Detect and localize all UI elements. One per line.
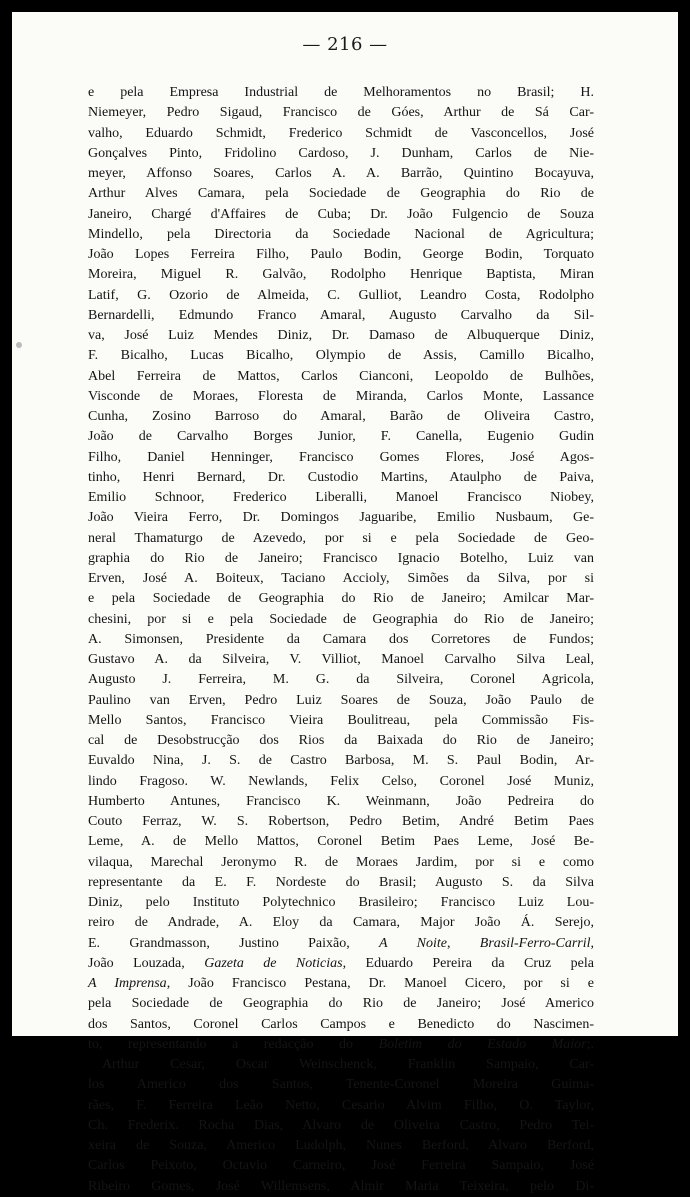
text-line: Carlos Peixoto, Octavio Carneiro, José Ferreira Sampaio, José [88, 1158, 594, 1174]
text-line: João de Carvalho Borges Junior, F. Canella, Eugenio Gudin [88, 429, 594, 445]
text-line: Mello Santos, Francisco Vieira Boulitreau, pela Commissão Fis- [88, 712, 594, 728]
text-line: chesini, por si e pela Sociedade de Geographia do Rio de Janeiro; [88, 611, 594, 627]
text-line: João Vieira Ferro, Dr. Domingos Jaguaribe, Emilio Nusbaum, Ge- [88, 510, 594, 526]
text-line: F. Bicalho, Lucas Bicalho, Olympio de Assis, Camillo Bicalho, [88, 348, 594, 364]
text-line: Gustavo A. da Silveira, V. Villiot, Manoel Carvalho Silva Leal, [88, 652, 594, 667]
text-line: Ch. Frederix. Rocha Dias, Alvaro de Oliveira Castro, Pedro Tei- [88, 1117, 594, 1133]
text-line: Latif, G. Ozorio de Almeida, C. Gulliot, Leandro Costa, Rodolpho [88, 287, 594, 303]
text-line: e pela Empresa Industrial de Melhoramentos no Brasil; H. [88, 85, 594, 100]
text-line: lindo Fragoso. W. Newlands, Felix Celso, Coronel José Muniz, [88, 773, 594, 789]
text-line: João Lopes Ferreira Filho, Paulo Bodin, George Bodin, Torquato [88, 247, 594, 262]
text-line: graphia do Rio de Janeiro; Francisco Ignacio Botelho, Luiz van [88, 550, 594, 566]
text-line: reiro de Andrade, A. Eloy da Camara, Major João Á. Serejo, [88, 915, 594, 931]
text-line: Erven, José A. Boiteux, Taciano Accioly, Simões da Silva, por si [88, 571, 594, 586]
text-line: xeira de Souza, Americo Ludolph, Nunes Berford, Alvaro Berford, [88, 1138, 594, 1153]
text-line: Augusto J. Ferreira, M. G. da Silveira, Coronel Agricola, [88, 672, 594, 688]
text-line: Cunha, Zosino Barroso do Amaral, Barão de Oliveira Castro, [88, 409, 594, 424]
text-line: vilaqua, Marechal Jeronymo R. de Moraes Jardim, por si e como [88, 854, 594, 870]
text-line: Paulino van Erven, Pedro Luiz Soares de Souza, João Paulo de [88, 692, 594, 708]
text-line: Filho, Daniel Henninger, Francisco Gomes Flores, José Agos- [88, 449, 594, 465]
text-line: A. Simonsen, Presidente da Camara dos Corretores de Fundos; [88, 631, 594, 647]
text-line: tinho, Henri Bernard, Dr. Custodio Martins, Ataulpho de Paiva, [88, 469, 594, 485]
text-line: dos Santos, Coronel Carlos Campos e Benedicto do Nascimen- [88, 1016, 594, 1032]
text-line: Visconde de Moraes, Floresta de Miranda, Carlos Monte, Lassance [88, 388, 594, 404]
text-line: Diniz, pelo Instituto Polytechnico Brasileiro; Francisco Luiz Lou- [88, 895, 594, 910]
text-line: Janeiro, Chargé d'Affaires de Cuba; Dr. João Fulgencio de Souza [88, 206, 594, 222]
text-line: Moreira, Miguel R. Galvão, Rodolpho Henrique Baptista, Miran [88, 267, 594, 283]
margin-mark [16, 342, 22, 348]
text-line: Mindello, pela Directoria da Sociedade Nacional de Agricultura; [88, 226, 594, 242]
text-line: Emilio Schnoor, Frederico Liberalli, Manoel Francisco Niobey, [88, 490, 594, 505]
text-line: Gonçalves Pinto, Fridolino Cardoso, J. Dunham, Carlos de Nie- [88, 145, 594, 161]
text-line: Arthur Alves Camara, pela Sociedade de Geographia do Rio de [88, 186, 594, 202]
text-line: va, José Luiz Mendes Diniz, Dr. Damaso de Albuquerque Diniz, [88, 328, 594, 343]
text-line: Couto Ferraz, W. S. Robertson, Pedro Betim, André Betim Paes [88, 814, 594, 829]
text-line: Humberto Antunes, Francisco K. Weinmann, João Pedreira do [88, 793, 594, 809]
text-line: E. Grandmasson, Justino Paixão, A Noite, Brasil-Ferro-Carril, [88, 935, 594, 951]
text-line: Abel Ferreira de Mattos, Carlos Cianconi, Leopoldo de Bulhões, [88, 368, 594, 384]
text-line: Bernardelli, Edmundo Franco Amaral, Augusto Carvalho da Sil- [88, 307, 594, 323]
text-line: to, representando a redacção do Boletim do Estado Maior;. [88, 1036, 595, 1052]
page-number: — 216 — [302, 34, 388, 55]
text-line: representante da E. F. Nordeste do Brasil; Augusto S. da Silva [88, 874, 594, 890]
text-line: los Americo dos Santos, Tenente-Coronel Moreira Guima- [88, 1077, 594, 1093]
text-line: e pela Sociedade de Geographia do Rio de Janeiro; Amilcar Mar- [88, 591, 594, 607]
text-line: Euvaldo Nina, J. S. de Castro Barbosa, M. S. Paul Bodin, Ar- [88, 753, 594, 769]
text-line: Ribeiro Gomes, José Willemsens, Almir Maria Teixeira, pelo Di- [88, 1178, 594, 1194]
text-line: neral Thamaturgo de Azevedo, por si e pela Sociedade de Geo- [88, 530, 594, 546]
text-line: Niemeyer, Pedro Sigaud, Francisco de Góes, Arthur de Sá Car- [88, 105, 594, 121]
text-line: Leme, A. de Mello Mattos, Coronel Betim Paes Leme, José Be- [88, 834, 594, 850]
text-line: rães, F. Ferreira Leão Netto, Cesario Alvim Filho, O. Taylor, [88, 1097, 594, 1113]
text-line: valho, Eduardo Schmidt, Frederico Schmidt de Vasconcellos, José [88, 125, 594, 141]
text-line: meyer, Affonso Soares, Carlos A. A. Barrão, Quintino Bocayuva, [88, 166, 594, 181]
body-text [88, 83, 594, 1197]
text-line: Arthur Cesar, Oscar Weinschenck, Franklin Sampaio, Car- [102, 1057, 594, 1072]
text-line: cal de Desobstrucção dos Rios da Baixada do Rio de Janeiro; [88, 733, 594, 748]
text-line: pela Sociedade de Geographia do Rio de Janeiro; José Americo [88, 996, 594, 1012]
book-page [12, 12, 678, 1194]
text-line: A Imprensa, João Francisco Pestana, Dr. Manoel Cicero, por si e [88, 976, 594, 991]
text-line: João Louzada, Gazeta de Noticias, Eduardo Pereira da Cruz pela [88, 955, 595, 971]
